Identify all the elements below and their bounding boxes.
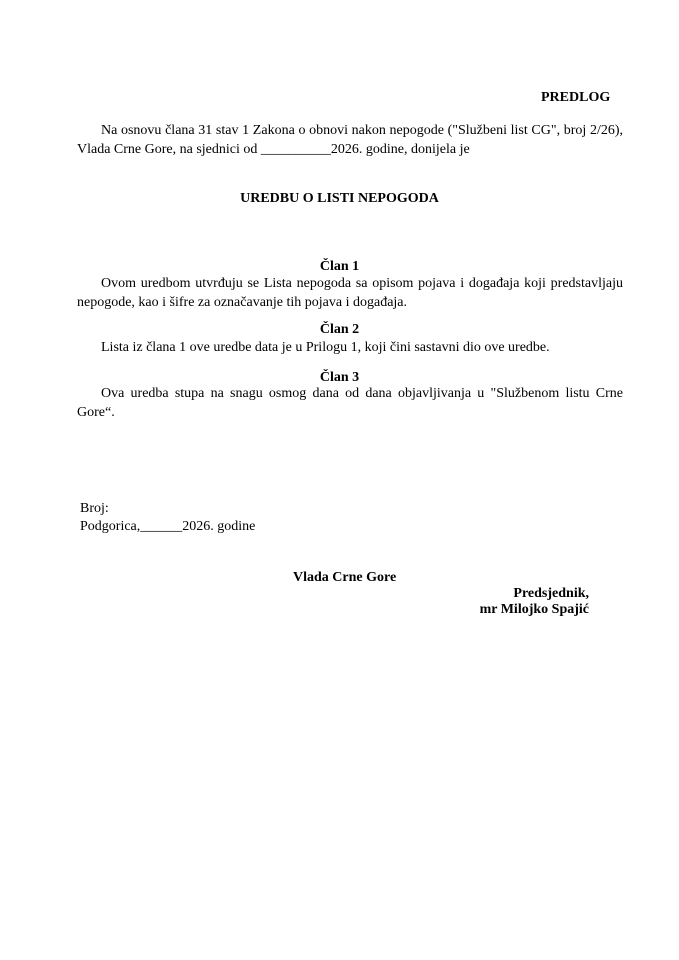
document-number-label: Broj: xyxy=(80,501,109,516)
proposal-label: PREDLOG xyxy=(541,90,611,105)
article-2-text: Lista iz člana 1 ove uredbe data je u Prilogu 1, koji čini sastavni dio ove uredbe. xyxy=(101,340,550,355)
signatory-name: mr Milojko Spajić xyxy=(479,602,589,617)
article-3-heading: Član 3 xyxy=(319,370,360,385)
document-title: UREDBU O LISTI NEPOGODA xyxy=(240,191,439,206)
article-1-text: Ovom uredbom utvrđuju se Lista nepogoda sa opisom pojava i događaja koji predstavljaju nepogode, kao i šifre za označavanje tih pojava i događaja. xyxy=(77,276,623,310)
article-1-heading: Član 1 xyxy=(319,259,360,274)
signatory-title: Predsjednik, xyxy=(513,586,589,601)
article-2-heading: Član 2 xyxy=(319,322,360,337)
article-3-text: Ova uredba stupa na snagu osmog dana od dana objavljivanja u "Službenom listu Crne Gore“. xyxy=(77,386,623,420)
preamble-paragraph: Na osnovu člana 31 stav 1 Zakona o obnovi nakon nepogode ("Službeni list CG", broj 2/26), Vlada Crne Gore, na sjednici od __________2026. godine, donijela je xyxy=(77,123,623,157)
issuing-authority: Vlada Crne Gore xyxy=(293,570,397,585)
place-and-date: Podgorica,______2026. godine xyxy=(80,519,256,534)
